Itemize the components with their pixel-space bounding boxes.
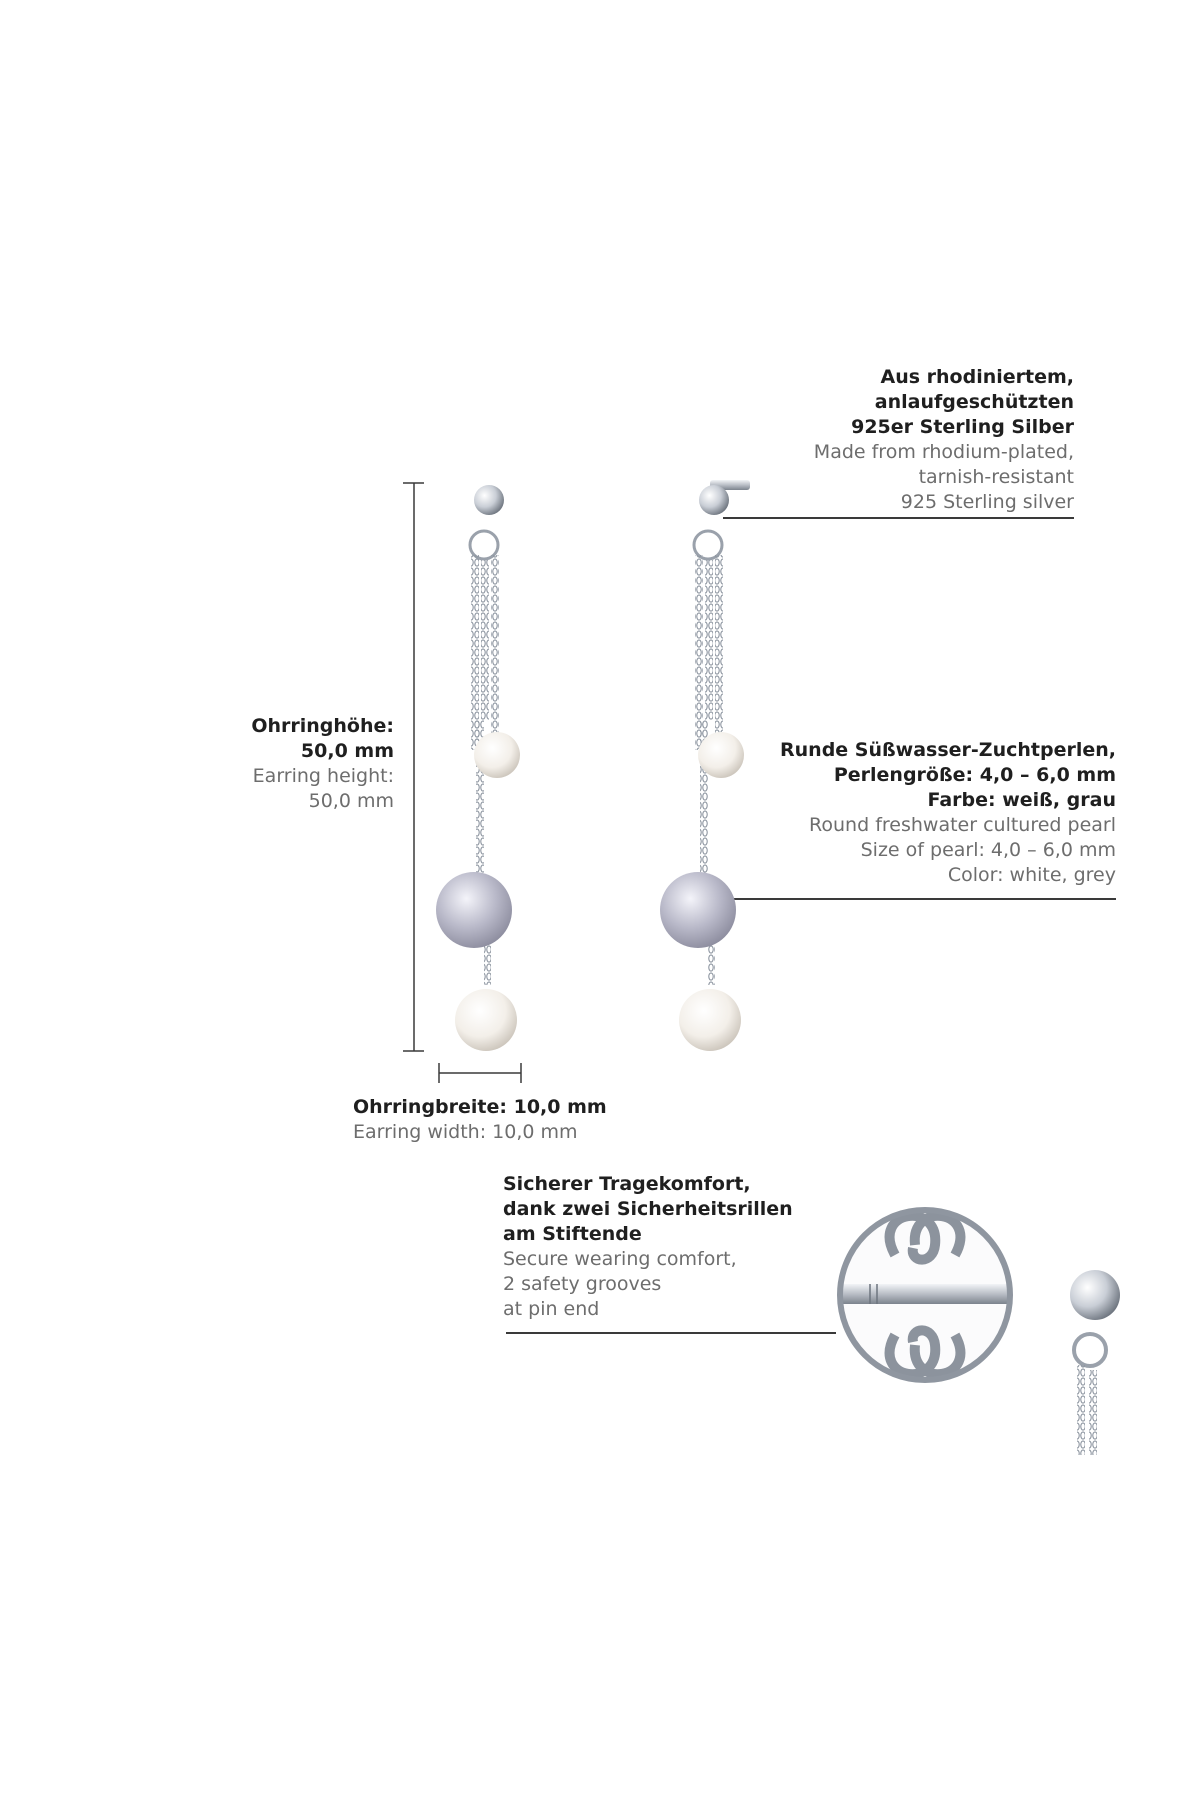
- material-en-line: Made from rhodium-plated,: [813, 441, 1074, 463]
- height-dimension: [403, 483, 424, 1051]
- comfort-en-line: Secure wearing comfort,: [503, 1248, 737, 1270]
- material-en-line: tarnish-resistant: [918, 466, 1074, 488]
- height-de-line: Ohrringhöhe:: [251, 715, 394, 737]
- material-en-line: 925 Sterling silver: [900, 491, 1074, 513]
- pearl-en-line: Size of pearl: 4,0 – 6,0 mm: [860, 839, 1116, 861]
- earring-front-view: [436, 485, 520, 1051]
- pearl-de-line: Runde Süßwasser-Zuchtperlen,: [780, 739, 1116, 761]
- width-en-line: Earring width: 10,0 mm: [353, 1121, 578, 1143]
- height-en-line: 50,0 mm: [308, 790, 394, 812]
- width-de-line: Ohrringbreite: 10,0 mm: [353, 1096, 607, 1118]
- comfort-en-line: 2 safety grooves: [503, 1273, 662, 1295]
- comfort-de-line: Sicherer Tragekomfort,: [503, 1173, 751, 1195]
- pearl-de-line: Farbe: weiß, grau: [927, 789, 1116, 811]
- pearl-en-line: Color: white, grey: [947, 864, 1116, 886]
- comfort-en-line: at pin end: [503, 1298, 600, 1320]
- width-dimension: [439, 1063, 521, 1083]
- material-de-line: anlaufgeschützten: [874, 391, 1074, 413]
- height-en-line: Earring height:: [252, 765, 394, 787]
- material-de-line: Aus rhodiniertem,: [880, 366, 1074, 388]
- pearl-en-line: Round freshwater cultured pearl: [809, 814, 1116, 836]
- pearl-de-line: Perlengröße: 4,0 – 6,0 mm: [833, 764, 1116, 786]
- height-de-line: 50,0 mm: [300, 740, 394, 762]
- earring-side-view: [660, 480, 750, 1051]
- clasp-detail-magnifier: [840, 1210, 1120, 1455]
- comfort-de-line: dank zwei Sicherheitsrillen: [503, 1198, 793, 1220]
- comfort-de-line: am Stiftende: [503, 1223, 642, 1245]
- material-de-line: 925er Sterling Silber: [851, 416, 1074, 438]
